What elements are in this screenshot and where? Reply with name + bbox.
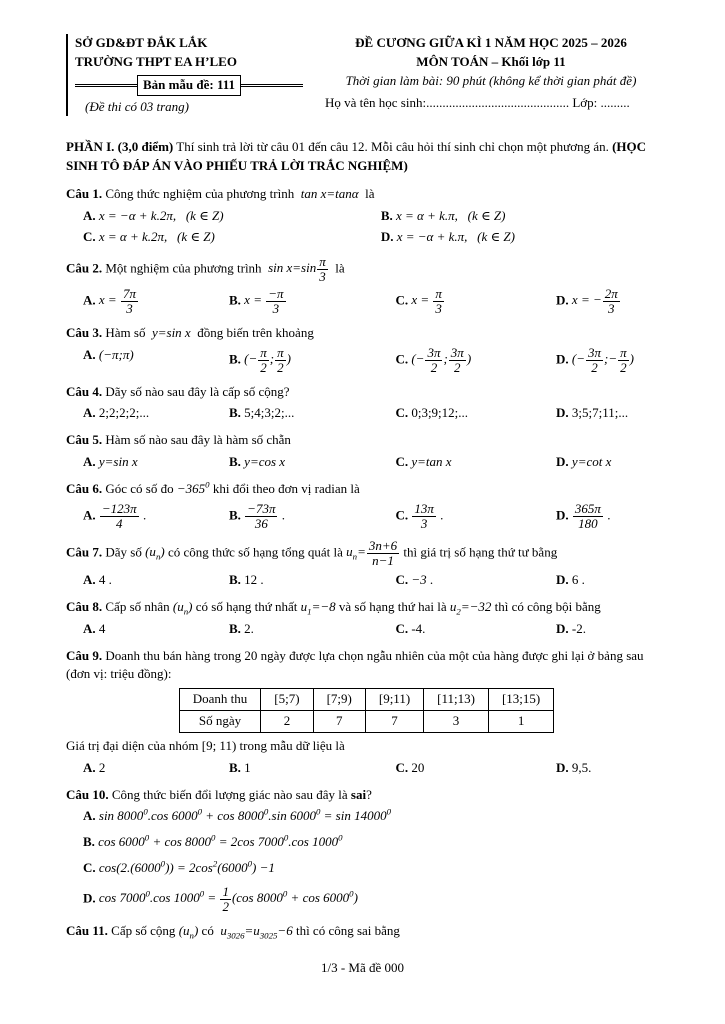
option-content	[244, 454, 285, 469]
option-content: 0;3;9;12;...	[411, 405, 469, 421]
question-label: Câu 5.	[66, 432, 103, 448]
option-a	[83, 501, 229, 532]
option-a	[83, 570, 229, 591]
option-letter: A.	[83, 808, 99, 824]
exam-template-row	[75, 75, 303, 96]
decorative-double-line	[75, 84, 137, 87]
option-content: 12 .	[244, 571, 264, 587]
option-letter: A.	[83, 454, 99, 470]
option-content: -2.	[571, 620, 587, 636]
option-letter: D.	[83, 890, 99, 906]
subscript: 3026	[226, 930, 245, 941]
question-text	[66, 383, 667, 402]
option-d	[83, 884, 667, 915]
option-d	[556, 570, 667, 591]
option-letter: D.	[556, 454, 572, 470]
option-content	[99, 454, 138, 469]
option-content: 5;4;3;2;...	[244, 405, 295, 421]
math-expression: $-365^0$	[176, 479, 210, 496]
option-letter: C.	[395, 405, 412, 421]
math-expression: $u_{3026}=u_{3025}-6$	[220, 923, 293, 941]
superscript: 0	[211, 832, 216, 843]
math-expression	[572, 500, 604, 531]
part1-intro	[66, 138, 667, 176]
option-d	[556, 619, 667, 640]
question	[66, 539, 667, 591]
option-content: 2	[98, 759, 106, 775]
option-letter: B.	[229, 759, 245, 775]
question-options	[83, 570, 667, 591]
table-cell: Số ngày	[179, 711, 261, 733]
math-expression: x = $\frac{\pi}{3}$	[411, 292, 445, 307]
math-expression: x = α + k.2π, (k ∈ Z)	[98, 228, 215, 244]
option-c	[395, 570, 556, 591]
math-expression	[411, 500, 437, 531]
pages-note: (Đề thi có 03 trang)	[85, 98, 189, 114]
question-label: Câu 4.	[66, 383, 103, 399]
option-content: -4.	[411, 620, 426, 636]
math-expression: x = −α + k.π, (k ∈ Z)	[396, 228, 515, 244]
subscript: n	[352, 552, 358, 563]
question-label: Câu 2.	[66, 260, 103, 276]
subscript: 3025	[259, 930, 278, 941]
question	[66, 480, 667, 532]
option-c	[395, 452, 556, 473]
math-expression: (− $\frac{3\pi}{2}$ ; $\frac{3\pi}{2}$ )	[411, 344, 472, 375]
math-expression	[99, 500, 140, 531]
frequency-table	[179, 688, 554, 733]
question-label: Câu 8.	[66, 598, 103, 614]
superscript: 0	[199, 889, 205, 900]
question-text	[66, 255, 667, 284]
question-label: Câu 3.	[66, 324, 103, 340]
question-options	[83, 758, 667, 779]
question	[66, 647, 667, 779]
option-letter: D.	[380, 228, 397, 244]
math-expression: (− $\frac{3\pi}{2}$ ;− $\frac{\pi}{2}$ )	[571, 344, 635, 375]
superscript: 0	[145, 889, 150, 900]
option-b	[229, 758, 395, 779]
option-letter: D.	[556, 405, 572, 421]
option-c	[395, 345, 556, 376]
math-expression: y=sin x	[98, 454, 138, 470]
option-letter: C.	[395, 759, 412, 775]
questions	[66, 185, 667, 941]
question-options	[83, 206, 667, 248]
option-content	[397, 229, 515, 244]
subject-line: MÔN TOÁN – Khối lớp 11	[416, 53, 566, 69]
option-a	[83, 345, 229, 376]
option-c	[395, 501, 556, 532]
option-letter: B.	[83, 834, 99, 850]
question	[66, 255, 667, 317]
question-text	[66, 185, 667, 204]
option-content: $\frac{-123\pi}{4}$ .	[99, 507, 146, 522]
question-text-content: Hàm số nào sau đây là hàm số chẵn	[102, 432, 291, 448]
option-content: −3 .	[411, 571, 434, 587]
fraction: $\frac{13\pi}{3}$	[414, 500, 434, 531]
part1-instructions: Thí sinh trả lời từ câu 01 đến câu 12. Mỗi câu hỏi thí sinh chỉ chọn một phương án.	[173, 139, 613, 155]
math-expression: $u_1=-8$	[300, 598, 336, 617]
bold-text: sai	[350, 786, 367, 802]
question	[66, 786, 667, 915]
option-a	[83, 619, 229, 640]
fraction: $\frac{3n+6}{n-1}$	[368, 537, 398, 568]
question-text-content: Doanh thu bán hàng trong 20 ngày được lựa chọn ngẫu nhiên của một của hàng được ghi lại ở bảng sau (đơn vị: triệu đồng):	[66, 647, 647, 682]
option-letter: B.	[229, 507, 245, 523]
student-name-line: Họ và tên học sinh:............................................ Lớp: .........	[325, 94, 630, 110]
option-letter: D.	[556, 507, 572, 523]
option-content	[99, 347, 134, 362]
table-cell: [13;15)	[488, 689, 553, 711]
math-expression: $(u_n)$	[172, 598, 193, 617]
option-content	[244, 285, 286, 316]
fraction: $\frac{2\pi}{3}$	[604, 285, 618, 316]
question-text-content: Một nghiệm của phương trình sin x=sin $\frac{\pi}{3}$ là	[102, 253, 345, 284]
question-options	[83, 452, 667, 473]
option-letter: B.	[229, 405, 245, 421]
subscript: n	[189, 930, 194, 941]
math-expression: tan x=tanα	[300, 186, 359, 202]
option-content	[98, 883, 358, 914]
math-expression: $u_2=-32$	[449, 598, 492, 617]
fraction: $\frac{3\pi}{2}$	[427, 344, 441, 375]
question	[66, 324, 667, 376]
option-d	[381, 227, 667, 248]
option-letter: C.	[395, 351, 412, 367]
option-letter: A.	[83, 207, 99, 223]
question-text	[66, 480, 667, 499]
option-content: 2.	[244, 620, 254, 636]
option-a	[83, 806, 667, 827]
option-letter: C.	[83, 228, 99, 244]
math-expression: x = − $\frac{2\pi}{3}$	[572, 292, 621, 307]
question	[66, 185, 667, 248]
math-expression: y=tan x	[411, 454, 452, 470]
option-letter: B.	[229, 571, 245, 587]
question-label: Câu 9.	[66, 647, 103, 663]
superscript: 0	[197, 807, 202, 818]
fraction: $\frac{\pi}{2}$	[620, 344, 627, 375]
decorative-double-line	[241, 84, 303, 87]
option-b	[229, 501, 395, 532]
question-text	[66, 539, 667, 568]
option-letter: D.	[556, 571, 572, 587]
option-c	[83, 858, 667, 879]
option-content: 2;2;2;2;...	[98, 405, 150, 421]
question-text	[66, 786, 667, 805]
superscript: 0	[386, 807, 391, 818]
table-cell: 7	[365, 711, 423, 733]
question-text-2: Giá trị đại diện của nhóm [9; 11) trong mẫu dữ liệu là	[66, 737, 345, 753]
option-letter: A.	[83, 405, 99, 421]
subscript: 1	[307, 606, 312, 617]
option-d	[556, 345, 667, 376]
question-text	[66, 647, 667, 685]
option-letter: A.	[83, 507, 99, 523]
time-limit-line: Thời gian làm bài: 90 phút (không kể thời gian phát đề)	[345, 72, 637, 88]
option-letter: A.	[83, 292, 99, 308]
option-d	[556, 758, 667, 779]
option-letter: C.	[395, 454, 412, 470]
superscript: 0	[283, 832, 289, 843]
option-letter: B.	[380, 207, 396, 223]
option-content	[396, 208, 505, 223]
option-letter: C.	[395, 292, 412, 308]
math-expression: (− $\frac{\pi}{2}$ ; $\frac{\pi}{2}$ )	[244, 344, 291, 375]
option-a	[83, 286, 229, 317]
question-label: Câu 7.	[66, 544, 103, 560]
fraction: $\frac{\pi}{2}$	[277, 344, 284, 375]
fraction: $\frac{7\pi}{3}$	[122, 285, 136, 316]
option-a	[83, 758, 229, 779]
question-text	[66, 324, 667, 343]
question-text	[66, 922, 667, 941]
question-options	[83, 619, 667, 640]
table-cell: 7	[313, 711, 365, 733]
fraction: $\frac{365\pi}{180}$	[574, 500, 601, 531]
math-expression: sin x=sin $\frac{\pi}{3}$	[268, 260, 329, 275]
school-name: TRƯỜNG THPT EA H’LEO	[75, 53, 237, 69]
option-d	[556, 286, 667, 317]
option-content: $\frac{-73\pi}{36}$ .	[244, 507, 285, 522]
fraction: $\frac{\pi}{2}$	[260, 344, 267, 375]
fraction: $\frac{-123\pi}{4}$	[101, 500, 137, 531]
option-b	[381, 206, 667, 227]
math-expression: x = $\frac{7\pi}{3}$	[99, 292, 139, 307]
table-cell: Doanh thu	[179, 689, 261, 711]
option-letter: D.	[556, 351, 572, 367]
question-text-content: Góc có số đo $-365^0$ khi đổi theo đơn vị radian là	[102, 479, 360, 496]
option-content	[99, 229, 215, 244]
table-cell: 1	[488, 711, 553, 733]
option-letter: D.	[556, 292, 572, 308]
option-letter: A.	[83, 571, 99, 587]
superscript: 0	[349, 889, 354, 900]
option-content: 1	[244, 759, 251, 775]
option-letter: C.	[395, 571, 412, 587]
question	[66, 431, 667, 473]
department-name: SỞ GD&ĐT ĐẮK LẮK	[75, 35, 208, 50]
question-options	[83, 345, 667, 376]
table-row	[179, 689, 553, 711]
question-text-content: Cấp số nhân $(u_n)$ có số hạng thứ nhất $u_1=-8$ và số hạng thứ hai là $u_2=-32$ thì có công bội bằng	[102, 598, 601, 617]
option-content	[98, 285, 139, 316]
option-letter: A.	[83, 346, 99, 362]
superscript: 0	[143, 807, 148, 818]
subscript: n	[183, 606, 189, 617]
option-b	[229, 452, 395, 473]
fraction: $\frac{\pi}{3}$	[319, 253, 326, 284]
question	[66, 383, 667, 425]
question-options	[83, 403, 667, 424]
option-letter: B.	[229, 351, 245, 367]
superscript: 0	[205, 479, 210, 490]
part1-note: (HỌC SINH TÔ ĐÁP ÁN VÀO PHIẾU TRẢ LỜI TRẮC NGHIỆM)	[66, 139, 650, 174]
question-text-content: Dãy số $(u_n)$ có công thức số hạng tổng quát là $u_n=$ $\frac{3n+6}{n-1}$ thì giá trị số hạng thứ tư bằng	[102, 537, 558, 568]
option-letter: C.	[83, 860, 99, 876]
fraction: $\frac{-73\pi}{36}$	[247, 500, 276, 531]
option-letter: D.	[556, 759, 572, 775]
question-options	[83, 286, 667, 317]
option-content	[572, 454, 611, 469]
math-expression: −3	[411, 571, 427, 587]
option-content: 4 .	[98, 571, 112, 587]
question-options	[83, 806, 667, 915]
math-expression: x = −α + k.2π, (k ∈ Z)	[98, 207, 224, 223]
math-expression: $(u_n)$	[178, 923, 199, 941]
option-content: 9,5.	[571, 759, 592, 775]
option-c	[395, 619, 556, 640]
question	[66, 922, 667, 941]
math-expression: cos 7000$^0$.cos $1000^0$ = $\frac{1}{2}$ (cos $8000^0 + \cos 6000^0$)	[98, 883, 358, 914]
superscript: 0	[144, 832, 150, 843]
option-b	[229, 403, 395, 424]
option-content	[99, 208, 224, 223]
table-cell: [9;11)	[365, 689, 423, 711]
fraction: $\frac{3\pi}{2}$	[588, 344, 602, 375]
math-expression: sin 8000$^0$.cos $6000^0 + \cos 8000^0.\sin$ $6000^0 = \sin 14000^0$	[98, 807, 391, 824]
option-content: $\frac{365\pi}{180}$ .	[572, 507, 611, 522]
question-label: Câu 11.	[66, 923, 108, 938]
option-content	[411, 454, 451, 469]
superscript: 2	[212, 858, 218, 869]
option-b	[229, 570, 395, 591]
option-b	[229, 286, 395, 317]
superscript: 0	[338, 832, 343, 843]
question-text-content: Hàm số y=sin x đồng biến trên khoảng	[102, 324, 314, 340]
fraction: $\frac{\pi}{3}$	[435, 285, 442, 316]
option-letter: B.	[229, 292, 245, 308]
fraction: $\frac{1}{2}$	[222, 883, 229, 914]
option-d	[556, 452, 667, 473]
question-text-content: Công thức nghiệm của phương trình tan x=tanα là	[102, 186, 375, 202]
question-text	[66, 431, 667, 450]
option-content	[99, 808, 391, 823]
table-row	[179, 711, 553, 733]
part1-label: PHẦN I. (3,0 điểm)	[66, 139, 174, 155]
option-content	[571, 344, 635, 375]
option-b	[83, 832, 667, 853]
option-letter: A.	[83, 620, 99, 636]
superscript: 0	[282, 889, 288, 900]
math-expression: $\cos(2.(6000^0)) = 2\cos^2(6000^0) -1$	[98, 858, 275, 876]
fraction: $\frac{3\pi}{2}$	[450, 344, 464, 375]
option-letter: B.	[229, 620, 245, 636]
option-a	[83, 206, 381, 227]
option-content	[571, 285, 621, 316]
option-letter: B.	[229, 454, 245, 470]
question-label: Câu 10.	[66, 786, 109, 802]
option-c	[395, 403, 556, 424]
option-c	[395, 286, 556, 317]
question-text-content: Công thức biến đổi lượng giác nào sau đây là sai?	[108, 786, 372, 802]
math-expression	[244, 500, 278, 531]
math-expression: $\cos 6000^0 + \cos 8000^0 = 2\cos$ 7000$^0$.cos 1000$^0$	[98, 832, 343, 850]
question-text-content: Cấp số cộng $(u_n)$ có $u_{3026}=u_{3025}-6$ thì có công sai bằng	[107, 923, 400, 941]
option-content	[411, 285, 445, 316]
option-content: 20	[411, 759, 425, 775]
exam-template-box: Bản mẫu đề: 111	[137, 75, 241, 96]
table-cell: 3	[424, 711, 489, 733]
option-content: 6 .	[571, 571, 585, 587]
math-expression: $(u_n)$	[145, 544, 165, 563]
option-letter: A.	[83, 759, 99, 775]
option-d	[556, 501, 667, 532]
superscript: 0	[160, 858, 166, 869]
superscript: 0	[263, 807, 269, 818]
header-left-block	[66, 34, 303, 116]
option-content: 3;5;7;11;...	[571, 405, 629, 421]
question-text	[66, 598, 667, 617]
option-b	[229, 619, 395, 640]
option-letter: C.	[395, 507, 412, 523]
option-a	[83, 452, 229, 473]
option-letter: C.	[395, 620, 412, 636]
fraction: $\frac{-\pi}{3}$	[268, 285, 284, 316]
page-footer: 1/3 - Mã đề 000	[320, 960, 405, 976]
math-expression: y=cot x	[571, 454, 612, 470]
superscript: 0	[315, 807, 321, 818]
superscript: 0	[247, 858, 253, 869]
option-b	[229, 345, 395, 376]
option-c	[83, 227, 381, 248]
header-right-block	[303, 34, 667, 112]
option-letter: D.	[556, 620, 572, 636]
math-expression: x = $\frac{-\pi}{3}$	[244, 292, 286, 307]
option-content	[99, 860, 275, 875]
question	[66, 598, 667, 640]
option-content: 4	[98, 620, 106, 636]
option-c	[395, 758, 556, 779]
option-a	[83, 403, 229, 424]
math-expression: $u_n=$ $\frac{3n+6}{n-1}$	[346, 544, 400, 559]
math-expression: x = α + k.π, (k ∈ Z)	[396, 207, 506, 223]
option-d	[556, 403, 667, 424]
math-expression: (−π;π)	[98, 346, 134, 362]
option-content: $\frac{13\pi}{3}$ .	[411, 507, 443, 522]
subscript: n	[155, 552, 161, 563]
option-content	[411, 344, 472, 375]
math-expression: y=cos x	[244, 454, 286, 470]
math-expression: y=sin x	[151, 324, 191, 340]
table-cell: [7;9)	[313, 689, 365, 711]
subscript: 2	[456, 606, 461, 617]
question-options	[83, 501, 667, 532]
table-cell: [11;13)	[424, 689, 489, 711]
question-label: Câu 6.	[66, 481, 103, 496]
table-cell: [5;7)	[261, 689, 313, 711]
option-content	[98, 834, 342, 849]
question-label: Câu 1.	[66, 186, 103, 202]
option-content	[244, 344, 291, 375]
exam-header	[66, 34, 667, 116]
exam-title: ĐỀ CƯƠNG GIỮA KÌ 1 NĂM HỌC 2025 – 2026	[355, 35, 627, 50]
table-cell: 2	[261, 711, 313, 733]
question-text-content: Dãy số nào sau đây là cấp số cộng?	[102, 383, 290, 399]
